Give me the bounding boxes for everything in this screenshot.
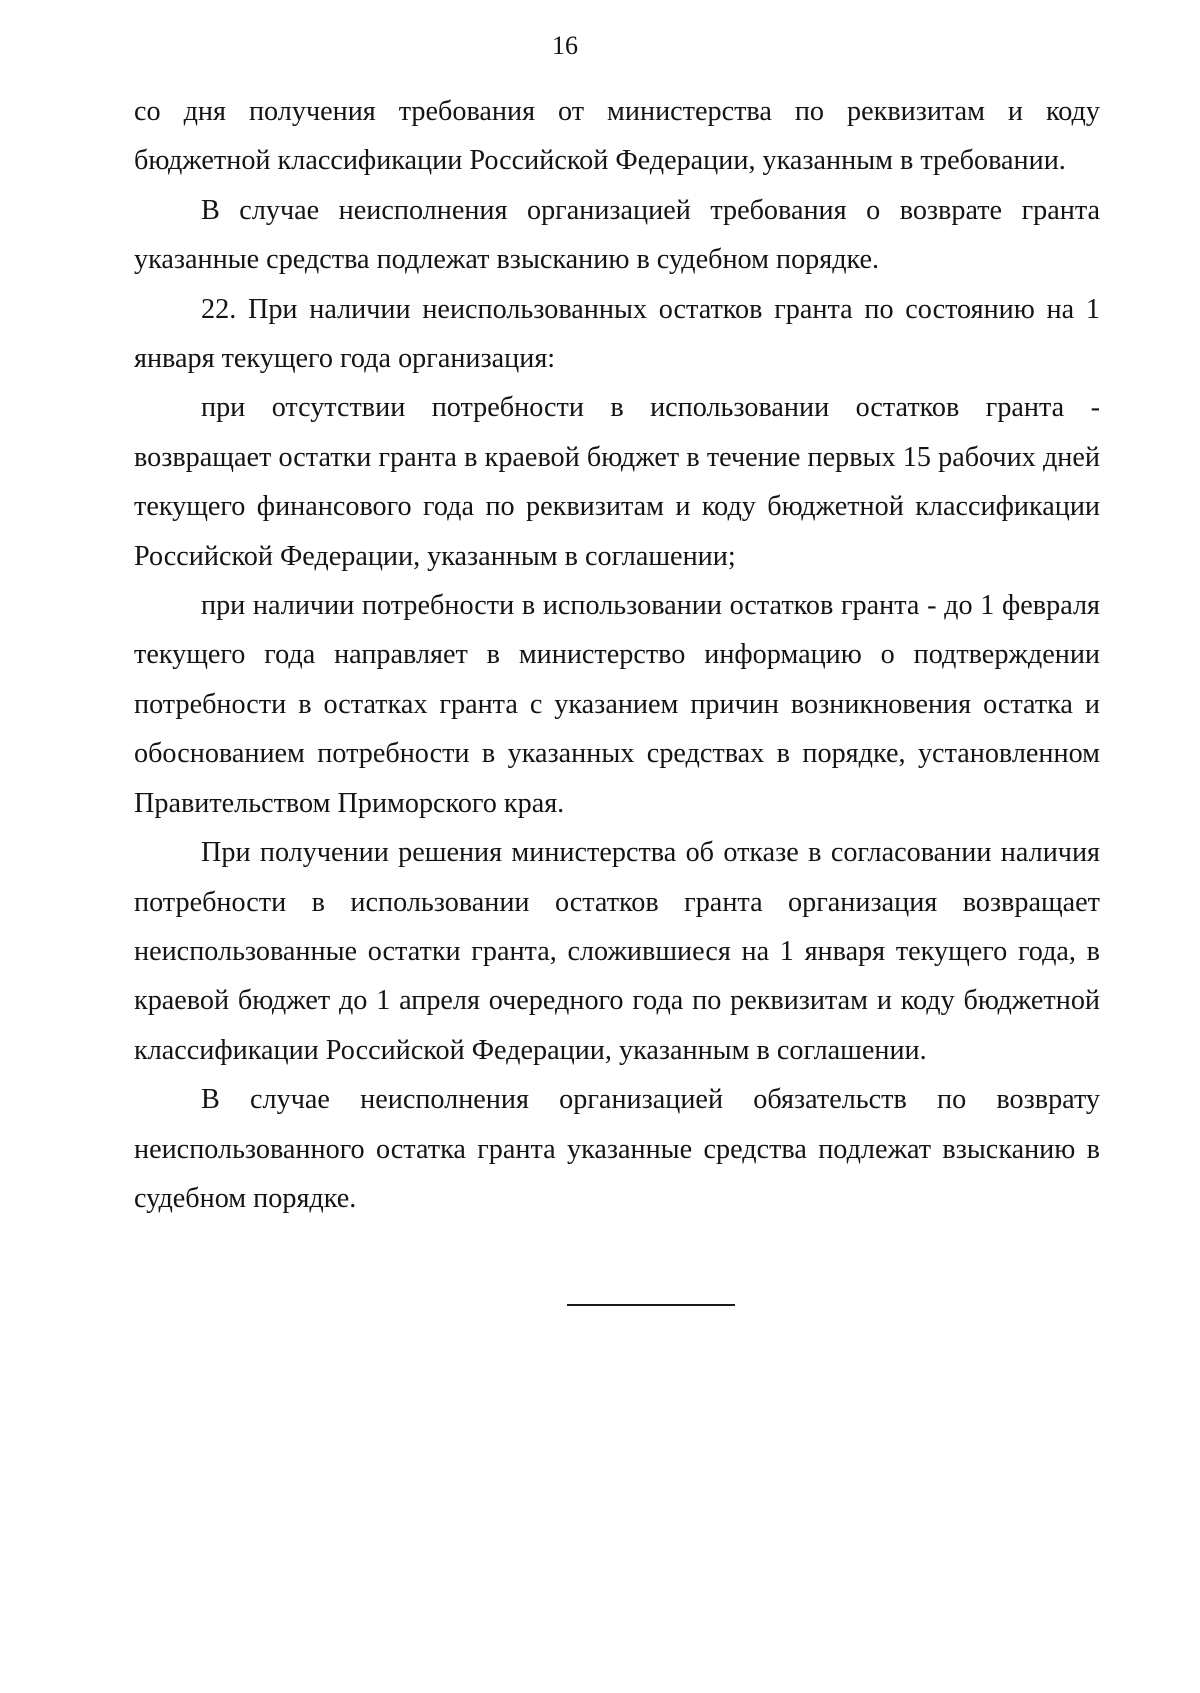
paragraph-refusal-return: При получении решения министерства об отказе в согласовании наличия потребности в использовании остатков гранта организация возвращает неиспользованные остатки гранта, сложившиеся на 1 января текущего года, в краевой бюджет до 1 апреля очередного года по реквизитам и коду бюджетной классификации Российской Федерации, указанным в соглашении.	[134, 837, 1100, 1066]
paragraph-grant-recovery-court: В случае неисполнения организацией требования о возврате гранта указанные средства подлежат взысканию в судебном порядке.	[134, 194, 1100, 276]
document-body	[134, 87, 1100, 1223]
paragraph-continuation: со дня получения требования от министерства по реквизитам и коду бюджетной классификации Российской Федерации, указанным в требовании.	[134, 96, 1100, 177]
paragraph-need-confirmation: при наличии потребности в использовании остатков гранта - до 1 февраля текущего года направляет в министерство информацию о подтверждении потребности в остатках гранта с указанием причин возникновения остатка и обоснованием потребности в указанных средствах в порядке, установленном Правительством Приморского края.	[134, 590, 1100, 819]
paragraph-obligation-recovery: В случае неисполнения организацией обязательств по возврату неиспользованного остатка гранта указанные средства подлежат взысканию в судебном порядке.	[134, 1084, 1100, 1214]
paragraph-no-need-return: при отсутствии потребности в использовании остатков гранта - возвращает остатки гранта в краевой бюджет в течение первых 15 рабочих дней текущего финансового года по реквизитам и коду бюджетной классификации Российской Федерации, указанным в соглашении;	[134, 392, 1100, 572]
page-number: 16	[552, 31, 578, 60]
paragraph-clause-22: 22. При наличии неиспользованных остатков гранта по состоянию на 1 января текущего года организация:	[134, 293, 1100, 375]
end-of-text-divider	[567, 1304, 735, 1306]
